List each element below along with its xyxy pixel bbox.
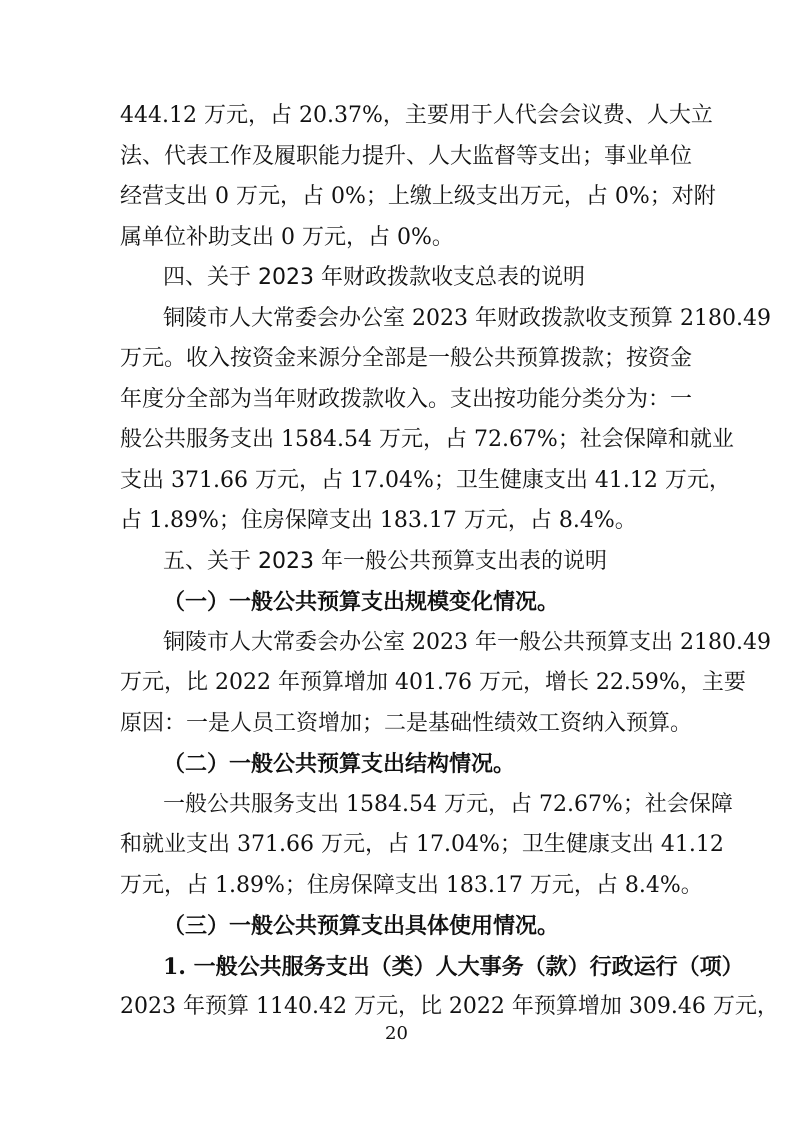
item-heading-1: 1. 一般公共服务支出（类）人大事务（款）行政运行（项）: [163, 954, 744, 980]
body-text-line: 法、代表工作及履职能力提升、人大监督等支出；事业单位: [120, 144, 693, 169]
body-text-line: 铜陵市人大常委会办公室 2023 年一般公共预算支出 2180.49: [163, 630, 771, 655]
section-heading-4: 四、关于 2023 年财政拨款收支总表的说明: [163, 265, 585, 290]
subsection-heading-1: （一）一般公共预算支出规模变化情况。: [163, 589, 560, 615]
body-text-line: 和就业支出 371.66 万元，占 17.04%；卫生健康支出 41.12: [120, 832, 724, 857]
section-heading-5: 五、关于 2023 年一般公共预算支出表的说明: [163, 549, 607, 574]
body-text-line: 万元，占 1.89%；住房保障支出 183.17 万元，占 8.4%。: [120, 873, 703, 898]
body-text-line: 支出 371.66 万元，占 17.04%；卫生健康支出 41.12 万元，: [120, 468, 731, 493]
body-text-line: 占 1.89%；住房保障支出 183.17 万元，占 8.4%。: [120, 508, 637, 533]
body-text-line: 年度分全部为当年财政拨款收入。支出按功能分类分为：一: [120, 387, 693, 412]
subsection-heading-3: （三）一般公共预算支出具体使用情况。: [163, 913, 560, 939]
body-text-line: 一般公共服务支出 1584.54 万元，占 72.67%；社会保障: [163, 792, 733, 817]
page-number: 20: [385, 1023, 408, 1044]
body-text-line: 铜陵市人大常委会办公室 2023 年财政拨款收支预算 2180.49: [163, 306, 771, 331]
body-text-line: 经营支出 0 万元，占 0%；上缴上级支出万元，占 0%；对附: [120, 184, 716, 209]
body-text-line: 万元，比 2022 年预算增加 401.76 万元，增长 22.59%，主要: [120, 670, 746, 695]
body-text-line: 属单位补助支出 0 万元，占 0%。: [120, 225, 454, 250]
body-text-line: 原因：一是人员工资增加；二是基础性绩效工资纳入预算。: [120, 711, 693, 736]
body-text-line: 般公共服务支出 1584.54 万元，占 72.67%；社会保障和就业: [120, 427, 734, 452]
body-text-line: 2023 年预算 1140.42 万元，比 2022 年预算增加 309.46 万元，: [120, 994, 779, 1019]
subsection-heading-2: （二）一般公共预算支出结构情况。: [163, 751, 516, 777]
body-text-line: 444.12 万元，占 20.37%，主要用于人代会会议费、人大立: [120, 103, 713, 128]
body-text-line: 万元。收入按资金来源分全部是一般公共预算拨款；按资金: [120, 346, 693, 371]
